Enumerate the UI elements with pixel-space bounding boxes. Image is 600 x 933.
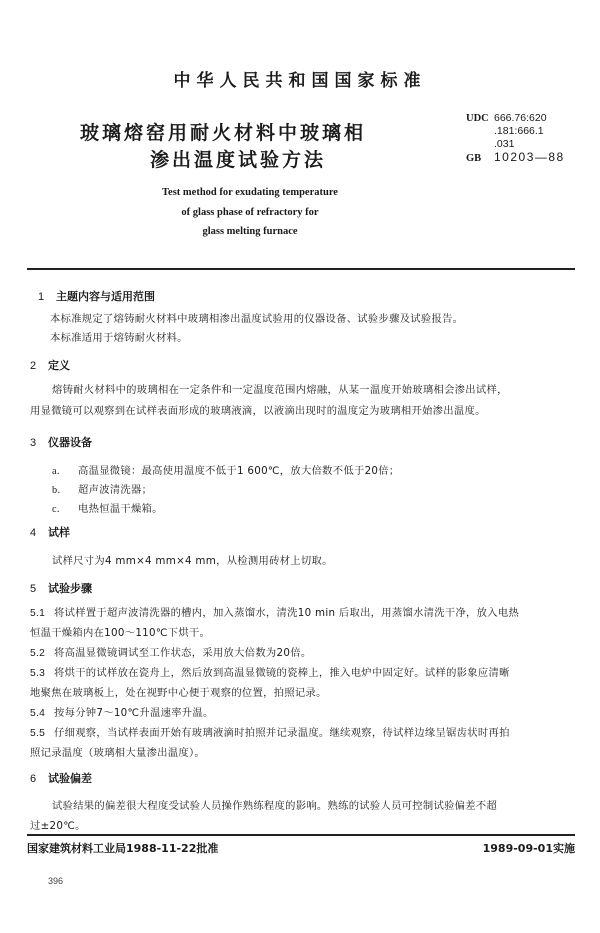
step-number: 5.1 bbox=[30, 608, 46, 619]
section-1-paragraph-1: 本标准规定了熔铸耐火材料中玻璃相渗出温度试验用的仪器设备、试验步骤及试验报告。 bbox=[50, 313, 464, 325]
section-3-heading bbox=[30, 434, 92, 450]
step-5-1-line1 bbox=[30, 604, 519, 619]
step-number: 5.2 bbox=[30, 648, 46, 659]
step-5-4 bbox=[30, 704, 214, 719]
section-5-heading bbox=[30, 580, 92, 596]
step-number: 5.4 bbox=[30, 708, 46, 719]
section-2-paragraph-line1: 熔铸耐火材料中的玻璃相在一定条件和一定温度范围内熔融，从某一温度开始玻璃相会渗出试样， bbox=[52, 384, 508, 396]
section-number: 5 bbox=[30, 583, 37, 595]
section-number: 6 bbox=[30, 773, 37, 785]
classification-block bbox=[466, 112, 565, 165]
equipment-item-c bbox=[52, 500, 163, 515]
title-en-line2: of glass phase of refractory for bbox=[181, 206, 319, 218]
step-number: 5.5 bbox=[30, 728, 46, 739]
section-title: 仪器设备 bbox=[48, 436, 92, 449]
section-6-paragraph-line2: 过±20℃。 bbox=[30, 820, 86, 832]
gb-label: GB bbox=[466, 153, 482, 164]
footer-divider bbox=[27, 834, 575, 836]
section-number: 4 bbox=[30, 527, 37, 539]
section-6-heading bbox=[30, 770, 92, 786]
item-text: 超声波清洗器； bbox=[78, 484, 153, 496]
document-title-zh-line1: 玻璃熔窑用耐火材料中玻璃相 bbox=[80, 122, 367, 144]
section-6-paragraph-line1: 试验结果的偏差很大程度受试验人员操作熟练程度的影响。熟练的试验人员可控制试验偏差不超 bbox=[52, 800, 498, 812]
section-1-paragraph-2: 本标准适用于熔铸耐火材料。 bbox=[50, 332, 188, 344]
item-mark: b. bbox=[52, 485, 61, 496]
udc-label: UDC bbox=[466, 113, 489, 124]
gb-number: 10203—88 bbox=[494, 150, 565, 164]
item-text: 电热恒温干燥箱。 bbox=[78, 503, 163, 515]
section-title: 试验步骤 bbox=[48, 582, 92, 595]
step-text: 将烘干的试样放在瓷舟上，然后放到高温显微镜的瓷棒上，推入电炉中固定好。试样的影象应清晰 bbox=[54, 667, 510, 679]
section-title: 主题内容与适用范围 bbox=[56, 290, 155, 303]
section-4-heading bbox=[30, 524, 70, 540]
step-text: 仔细观察，当试样表面开始有玻璃液滴时拍照并记录温度。继续观察，待试样边缘呈锯齿状时再拍 bbox=[54, 727, 510, 739]
section-title: 试验偏差 bbox=[48, 772, 92, 785]
title-en-line1: Test method for exudating temperature bbox=[162, 187, 338, 198]
title-en-line3: glass melting furnace bbox=[202, 226, 298, 237]
page-number: 396 bbox=[48, 876, 64, 886]
header-divider bbox=[27, 268, 575, 270]
section-2-heading bbox=[30, 357, 70, 373]
section-number: 1 bbox=[38, 291, 45, 303]
item-text: 高温显微镜：最高使用温度不低于1 600℃，放大倍数不低于20倍； bbox=[78, 465, 400, 477]
step-number: 5.3 bbox=[30, 668, 46, 679]
step-5-3-line1 bbox=[30, 664, 510, 679]
step-5-5-line2: 照记录温度（玻璃相大量渗出温度）。 bbox=[30, 747, 205, 759]
udc-code-line3: .031 bbox=[494, 138, 515, 150]
step-5-2 bbox=[30, 644, 311, 659]
udc-code-line1: 666.76:620 bbox=[494, 112, 547, 124]
step-5-3-line2: 地聚焦在玻璃板上，处在视野中心便于观察的位置，拍照记录。 bbox=[30, 687, 327, 699]
national-standard-heading: 中华人民共和国国家标准 bbox=[173, 71, 427, 91]
section-2-paragraph-line2: 用显微镜可以观察到在试样表面形成的玻璃液滴，以液滴出现时的温度定为玻璃相开始渗出温度。 bbox=[30, 405, 486, 417]
approval-note: 国家建筑材料工业局1988-11-22批准 bbox=[27, 842, 219, 855]
item-mark: c. bbox=[52, 504, 60, 515]
step-text: 按每分钟7～10℃升温速率升温。 bbox=[54, 707, 214, 719]
step-text: 将高温显微镜调试至工作状态，采用放大倍数为20倍。 bbox=[54, 647, 312, 659]
section-1-heading bbox=[38, 288, 155, 304]
implementation-date: 1989-09-01实施 bbox=[482, 842, 575, 855]
step-5-5-line1 bbox=[30, 724, 510, 739]
document-title-zh-line2: 渗出温度试验方法 bbox=[150, 149, 327, 171]
item-mark: a. bbox=[52, 466, 60, 477]
section-number: 2 bbox=[30, 360, 37, 372]
step-5-1-line2: 恒温干燥箱内在100～110℃下烘干。 bbox=[30, 627, 211, 639]
section-title: 定义 bbox=[48, 359, 70, 372]
section-title: 试样 bbox=[48, 526, 70, 539]
equipment-item-b bbox=[52, 481, 152, 496]
section-number: 3 bbox=[30, 437, 37, 449]
section-4-paragraph: 试样尺寸为4 mm×4 mm×4 mm，从检测用砖材上切取。 bbox=[52, 555, 333, 567]
step-text: 将试样置于超声波清洗器的槽内，加入蒸馏水，清洗10 min 后取出，用蒸馏水清洗干净，放入电热 bbox=[54, 607, 520, 619]
equipment-item-a bbox=[52, 462, 399, 477]
udc-code-line2: .181:666.1 bbox=[494, 125, 544, 137]
document-title-en bbox=[100, 183, 400, 242]
